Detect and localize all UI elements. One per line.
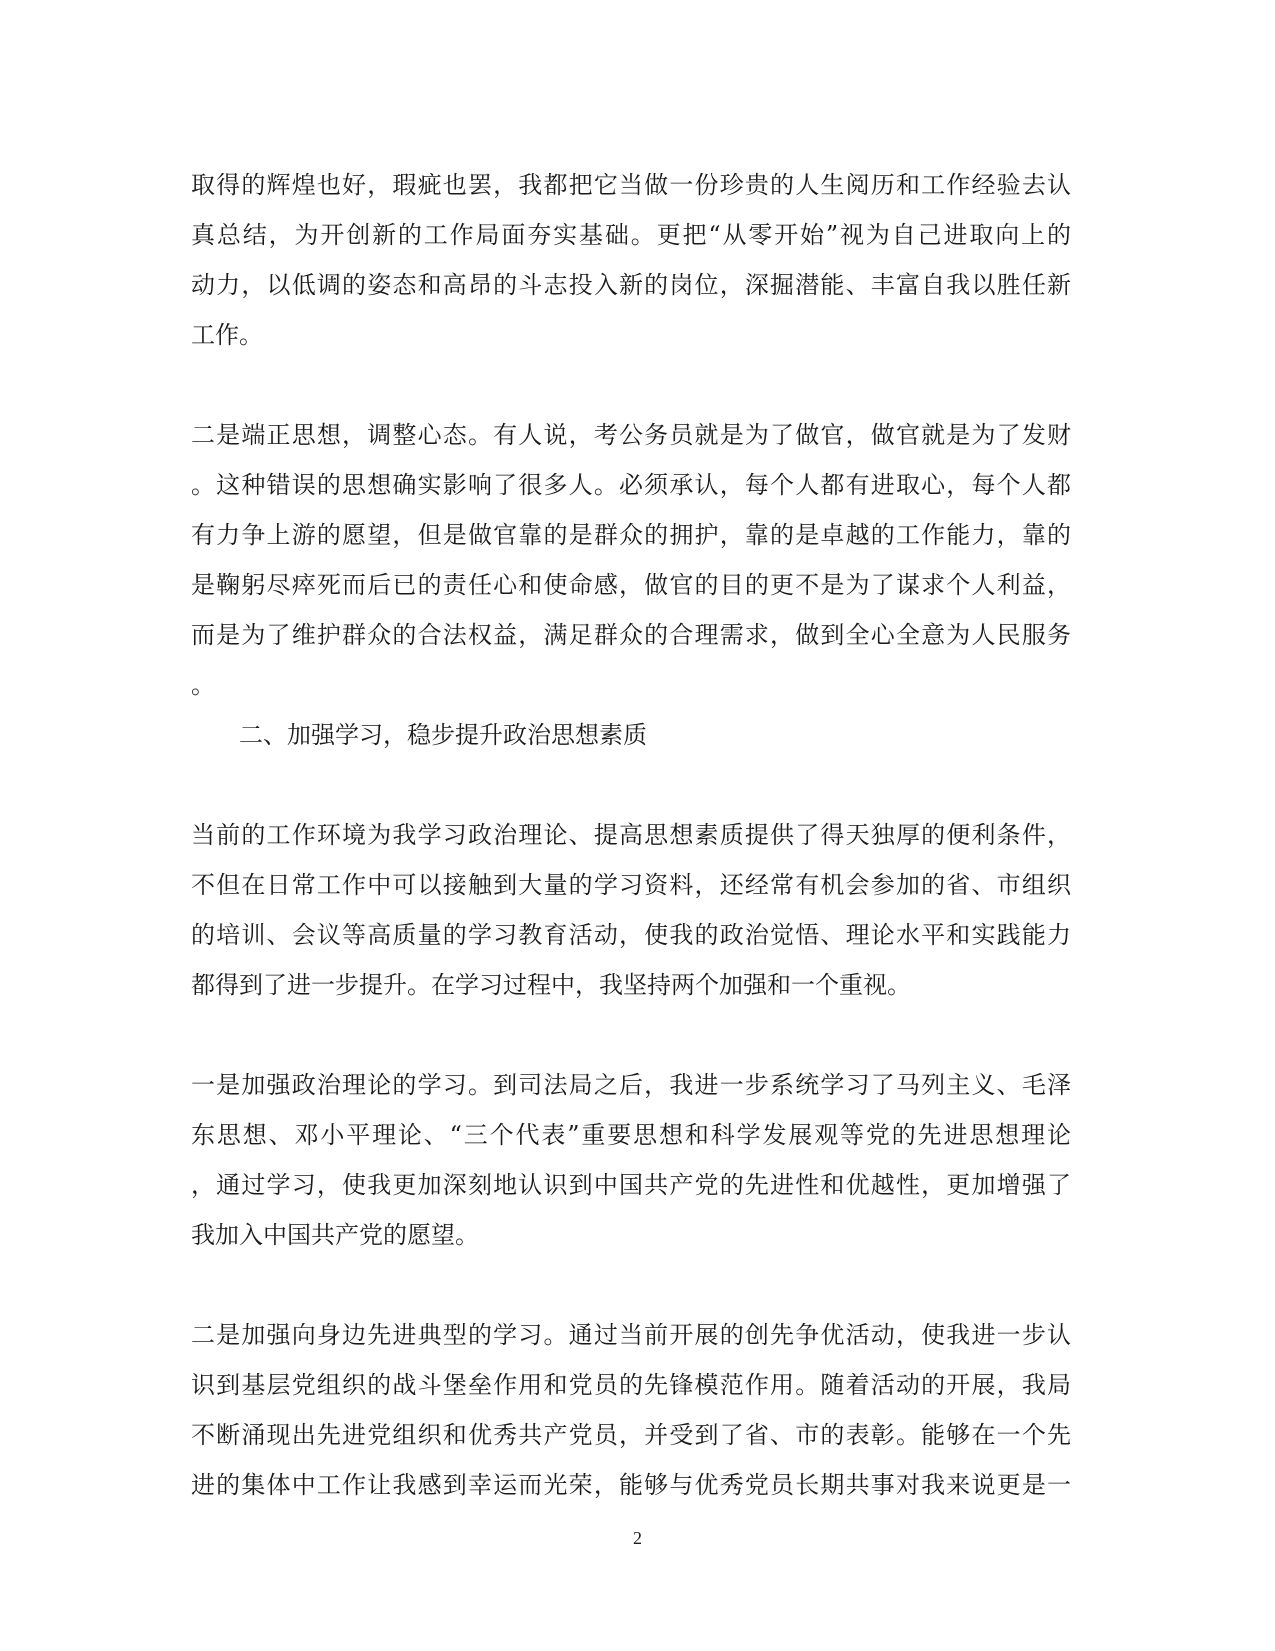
text-line: 工作。 — [191, 321, 263, 349]
text-line: 识到基层党组织的战斗堡垒作用和党员的先锋模范作用。随着活动的开展，我局 — [191, 1371, 1071, 1399]
text-line: 不但在日常工作中可以接触到大量的学习资料，还经常有机会参加的省、市组织 — [191, 871, 1071, 899]
paragraph-spacer — [191, 1260, 1071, 1310]
text-line: 我加入中国共产党的愿望。 — [191, 1221, 479, 1249]
text-line: 取得的辉煌也好，瑕疵也罢，我都把它当做一份珍贵的人生阅历和工作经验去认 — [191, 171, 1071, 199]
text-line: 的培训、会议等高质量的学习教育活动，使我的政治觉悟、理论水平和实践能力 — [191, 921, 1071, 949]
paragraph-spacer — [191, 360, 1071, 410]
paragraph-3 — [191, 810, 1071, 1010]
section-heading: 二、加强学习，稳步提升政治思想素质 — [239, 721, 647, 749]
text-line: 东思想、邓小平理论、“三个代表”重要思想和科学发展观等党的先进思想理论 — [191, 1121, 1071, 1149]
text-line: 而是为了维护群众的合法权益，满足群众的合理需求，做到全心全意为人民服务 — [191, 621, 1071, 649]
text-line: 真总结，为开创新的工作局面夯实基础。更把“从零开始”视为自己进取向上的 — [191, 221, 1071, 249]
text-line: 二是端正思想，调整心态。有人说，考公务员就是为了做官，做官就是为了发财 — [191, 421, 1071, 449]
text-line: 是鞠躬尽瘁死而后已的责任心和使命感，做官的目的更不是为了谋求个人利益， — [191, 571, 1071, 599]
text-line: 动力，以低调的姿态和高昂的斗志投入新的岗位，深掘潜能、丰富自我以胜任新 — [191, 271, 1071, 299]
text-line: 二是加强向身边先进典型的学习。通过当前开展的创先争优活动，使我进一步认 — [191, 1321, 1071, 1349]
paragraph-1 — [191, 160, 1071, 360]
text-line: 。 — [191, 671, 215, 699]
text-line: ，通过学习，使我更加深刻地认识到中国共产党的先进性和优越性，更加增强了 — [191, 1171, 1071, 1199]
paragraph-spacer — [191, 1010, 1071, 1060]
text-line: 有力争上游的愿望，但是做官靠的是群众的拥护，靠的是卓越的工作能力，靠的 — [191, 521, 1071, 549]
paragraph-5 — [191, 1310, 1071, 1510]
text-line: 不断涌现出先进党组织和优秀共产党员，并受到了省、市的表彰。能够在一个先 — [191, 1421, 1071, 1449]
text-line: 进的集体中工作让我感到幸运而光荣，能够与优秀党员长期共事对我来说更是一 — [191, 1471, 1071, 1499]
page-number: 2 — [633, 1528, 642, 1548]
text-line: 一是加强政治理论的学习。到司法局之后，我进一步系统学习了马列主义、毛泽 — [191, 1071, 1071, 1099]
paragraph-4 — [191, 1060, 1071, 1260]
text-line: 。这种错误的思想确实影响了很多人。必须承认，每个人都有进取心，每个人都 — [191, 471, 1071, 499]
paragraph-2 — [191, 410, 1071, 710]
document-body — [191, 160, 1071, 1510]
text-line: 当前的工作环境为我学习政治理论、提高思想素质提供了得天独厚的便利条件， — [191, 821, 1071, 849]
text-line: 都得到了进一步提升。在学习过程中，我坚持两个加强和一个重视。 — [191, 971, 911, 999]
paragraph-spacer — [191, 760, 1071, 810]
